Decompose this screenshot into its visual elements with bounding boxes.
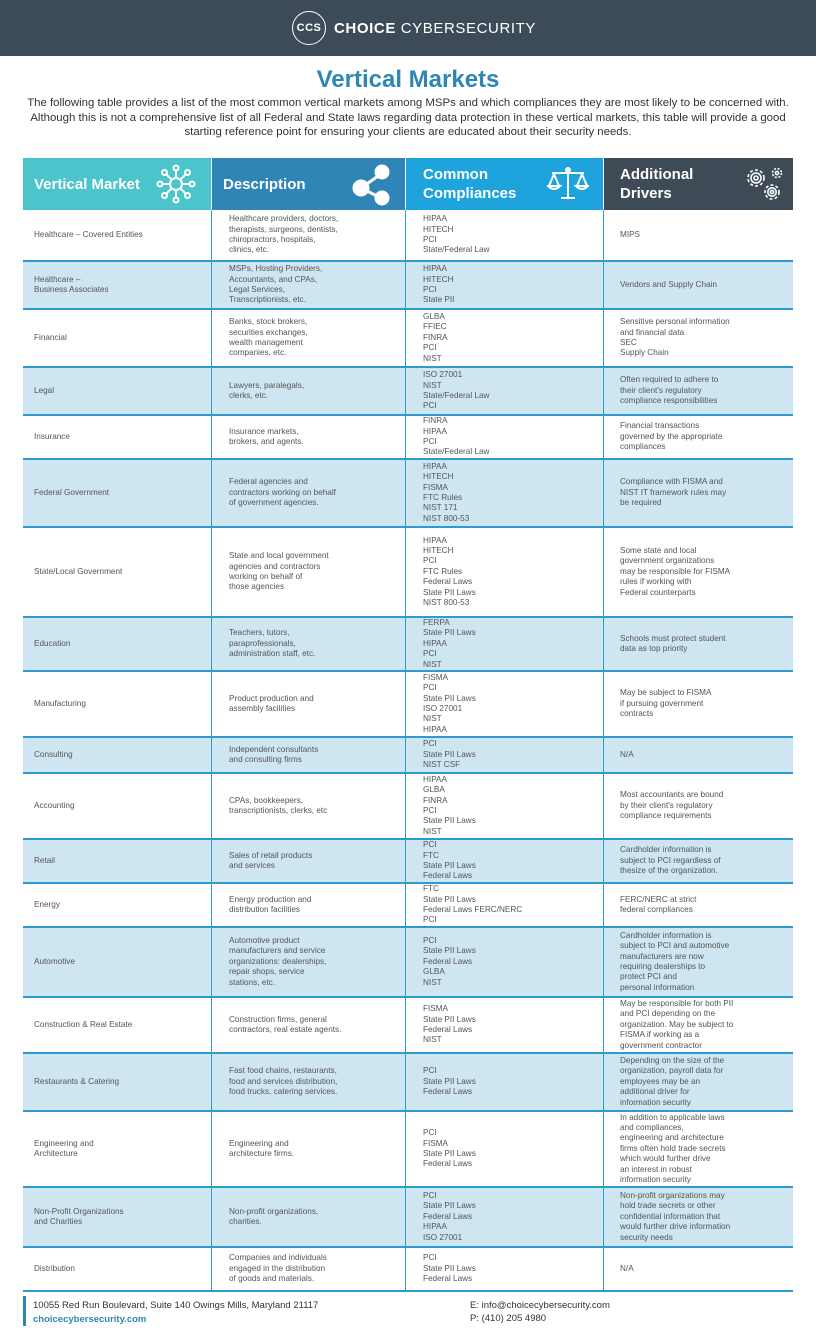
cell-common-compliances: HIPAA GLBA FINRA PCI State PII Laws NIST — [406, 774, 604, 838]
table-header — [23, 158, 793, 210]
cell-vertical-market: Distribution — [23, 1248, 212, 1290]
cell-additional-drivers: In addition to applicable laws and compliances, engineering and architecture firms often hold trade secrets which would further drive an interest in robust information security — [620, 1112, 726, 1185]
cell-additional-drivers: May be subject to FISMA if pursuing government contracts — [620, 688, 712, 719]
cell-description: Product production and assembly facilities — [212, 672, 406, 736]
cell-vertical-market: Federal Government — [23, 460, 212, 526]
header-common-compliances — [406, 158, 604, 210]
header-additional-drivers — [604, 158, 793, 210]
footer-email[interactable]: E: info@choicecybersecurity.com — [470, 1300, 610, 1311]
footer — [23, 1296, 793, 1326]
cell-vertical-market: Retail — [23, 840, 212, 882]
cell-common-compliances: HIPAA HITECH PCI FTC Rules Federal Laws State PII Laws NIST 800-53 — [406, 528, 604, 616]
header-label: Vertical Market — [34, 175, 140, 193]
cell-description: Companies and individuals engaged in the distribution of goods and materials. — [212, 1248, 406, 1290]
cell-additional-drivers: Vendors and Supply Chain — [620, 279, 717, 289]
table-row — [23, 928, 793, 998]
cell-additional-drivers: Non-profit organizations may hold trade secrets or other confidential information that would further drive information security needs — [620, 1190, 731, 1242]
cell-description: Independent consultants and consulting firms — [212, 738, 406, 772]
table-row — [23, 738, 793, 774]
cell-description: Engineering and architecture firms. — [212, 1112, 406, 1186]
cell-common-compliances: FISMA State PII Laws Federal Laws NIST — [406, 998, 604, 1052]
cell-additional-drivers: Sensitive personal information and financial data SEC Supply Chain — [620, 317, 730, 358]
table-row — [23, 1054, 793, 1112]
cell-vertical-market: Consulting — [23, 738, 212, 772]
table-row — [23, 528, 793, 618]
table-row — [23, 1188, 793, 1248]
table-row — [23, 884, 793, 928]
cell-description: Fast food chains, restaurants, food and services distribution, food trucks, catering services. — [212, 1054, 406, 1110]
cell-vertical-market: Manufacturing — [23, 672, 212, 736]
footer-website-link[interactable]: choicecybersecurity.com — [33, 1314, 147, 1325]
cell-additional-drivers: N/A — [620, 1263, 634, 1273]
cell-additional-drivers: FERC/NERC at strict federal compliances — [620, 894, 697, 914]
cell-vertical-market: Restaurants & Catering — [23, 1054, 212, 1110]
cell-additional-drivers: Schools must protect student data as top priority — [620, 633, 726, 653]
cell-additional-drivers: Some state and local government organizations may be responsible for FISMA rules if working with Federal counterparts — [620, 545, 731, 597]
cell-additional-drivers: Most accountants are bound by their client's regulatory compliance requirements — [620, 790, 724, 821]
brand-name-bold: CHOICE — [334, 19, 396, 37]
cell-common-compliances: PCI State PII Laws Federal Laws — [406, 1054, 604, 1110]
table-row — [23, 998, 793, 1054]
cell-description: Banks, stock brokers, securities exchanges, wealth management companies, etc. — [212, 310, 406, 366]
cell-description: Federal agencies and contractors working on behalf of government agencies. — [212, 460, 406, 526]
page-title: Vertical Markets — [316, 66, 500, 93]
cell-vertical-market: Energy — [23, 884, 212, 926]
cell-common-compliances: PCI FISMA State PII Laws Federal Laws — [406, 1112, 604, 1186]
cell-common-compliances: PCI State PII Laws Federal Laws HIPAA ISO 27001 — [406, 1188, 604, 1246]
cell-vertical-market: Healthcare – Business Associates — [23, 262, 212, 308]
table-body — [23, 210, 793, 1292]
network-icon — [155, 163, 197, 205]
cell-additional-drivers: Often required to adhere to their client's regulatory compliance responsibilities — [620, 375, 719, 406]
cell-common-compliances: HIPAA HITECH PCI State/Federal Law — [406, 210, 604, 260]
header-label: Common Compliances — [423, 166, 517, 202]
cell-vertical-market: Automotive — [23, 928, 212, 996]
footer-phone[interactable]: P: (410) 205 4980 — [470, 1313, 547, 1324]
cell-additional-drivers: May be responsible for both PII and PCI depending on the organization. May be subject to FISMA if working as a government contractor — [620, 998, 734, 1050]
cell-additional-drivers: Financial transactions governed by the appropriate compliances — [620, 421, 723, 452]
cell-description: Energy production and distribution facilities — [212, 884, 406, 926]
cell-common-compliances: PCI State PII Laws NIST CSF — [406, 738, 604, 772]
cell-vertical-market: Non-Profit Organizations and Charities — [23, 1188, 212, 1246]
cell-common-compliances: PCI State PII Laws Federal Laws — [406, 1248, 604, 1290]
table-row — [23, 1112, 793, 1188]
cell-additional-drivers: Depending on the size of the organization, payroll data for employees may be an additional driver for information security — [620, 1055, 725, 1107]
cell-vertical-market: Legal — [23, 368, 212, 414]
cell-common-compliances: FISMA PCI State PII Laws ISO 27001 NIST HIPAA — [406, 672, 604, 736]
cell-additional-drivers: N/A — [620, 749, 634, 759]
table-row — [23, 840, 793, 884]
gears-icon — [741, 162, 787, 206]
intro-paragraph: The following table provides a list of the most common vertical markets among MSPs and which compliances they are most likely to be concerned with. Although this is not a comprehensive list of all Federal and State laws regarding data protection in these vertical markets, this table will provide a good starting reference point for ensuring your clients are educated about their security needs. — [27, 97, 789, 138]
cell-vertical-market: Education — [23, 618, 212, 670]
cell-common-compliances: GLBA FFIEC FINRA PCI NIST — [406, 310, 604, 366]
header-description — [212, 158, 406, 210]
cell-common-compliances: FERPA State PII Laws HIPAA PCI NIST — [406, 618, 604, 670]
cell-vertical-market: State/Local Government — [23, 528, 212, 616]
cell-vertical-market: Healthcare – Covered Entities — [23, 210, 212, 260]
header-label: Additional Drivers — [620, 166, 694, 202]
cell-description: Sales of retail products and services — [212, 840, 406, 882]
header-vertical-market — [23, 158, 212, 210]
cell-common-compliances: FINRA HIPAA PCI State/Federal Law — [406, 416, 604, 458]
share-icon — [349, 162, 393, 206]
cell-vertical-market: Financial — [23, 310, 212, 366]
table-row — [23, 460, 793, 528]
table-row — [23, 774, 793, 840]
header-label: Description — [223, 175, 306, 193]
cell-description: Insurance markets, brokers, and agents. — [212, 416, 406, 458]
table-row — [23, 310, 793, 368]
brand-logo[interactable] — [292, 11, 536, 45]
cell-description: CPAs, bookkeepers, transcriptionists, clerks, etc — [212, 774, 406, 838]
top-bar — [0, 0, 816, 56]
cell-description: Lawyers, paralegals, clerks, etc. — [212, 368, 406, 414]
cell-description: Non-profit organizations, charities. — [212, 1188, 406, 1246]
logo-mark: CCS — [292, 11, 326, 45]
cell-additional-drivers: MIPS — [620, 229, 641, 239]
cell-description: State and local government agencies and contractors working on behalf of those agencies — [212, 528, 406, 616]
table-row — [23, 618, 793, 672]
brand-name — [334, 20, 536, 37]
cell-common-compliances: FTC State PII Laws Federal Laws FERC/NERC PCI — [406, 884, 604, 926]
cell-additional-drivers: Cardholder information is subject to PCI regardless of thesize of the organization. — [620, 845, 721, 876]
cell-additional-drivers: Compliance with FISMA and NIST IT framework rules may be required — [620, 477, 727, 508]
footer-accent-bar — [23, 1296, 26, 1326]
cell-description: Construction firms, general contractors, real estate agents. — [212, 998, 406, 1052]
cell-description: MSPs, Hosting Providers, Accountants, and CPAs, Legal Services, Transcriptionists, etc. — [212, 262, 406, 308]
table-row — [23, 416, 793, 460]
table-row — [23, 1248, 793, 1292]
cell-description: Automotive product manufacturers and service organizations: dealerships, repair shops, service stations, etc. — [212, 928, 406, 996]
cell-description: Healthcare providers, doctors, therapists, surgeons, dentists, chiropractors, hospitals, clinics, etc. — [212, 210, 406, 260]
cell-common-compliances: PCI FTC State PII Laws Federal Laws — [406, 840, 604, 882]
cell-common-compliances: HIPAA HITECH FISMA FTC Rules NIST 171 NIST 800-53 — [406, 460, 604, 526]
cell-vertical-market: Accounting — [23, 774, 212, 838]
cell-common-compliances: PCI State PII Laws Federal Laws GLBA NIST — [406, 928, 604, 996]
vertical-markets-table — [23, 158, 793, 1292]
brand-name-light: CYBERSECURITY — [400, 19, 537, 37]
cell-vertical-market: Engineering and Architecture — [23, 1112, 212, 1186]
table-row — [23, 672, 793, 738]
cell-additional-drivers: Cardholder information is subject to PCI and automotive manufacturers are now requiring dealerships to protect PCI and personal information — [620, 930, 730, 992]
scales-icon — [547, 165, 589, 203]
cell-vertical-market: Construction & Real Estate — [23, 998, 212, 1052]
cell-description: Teachers, tutors, paraprofessionals, administration staff, etc. — [212, 618, 406, 670]
cell-vertical-market: Insurance — [23, 416, 212, 458]
footer-address: 10055 Red Run Boulevard, Suite 140 Owings Mills, Maryland 21117 — [33, 1300, 319, 1311]
table-row — [23, 368, 793, 416]
table-row — [23, 210, 793, 262]
cell-common-compliances: HIPAA HITECH PCI State PII — [406, 262, 604, 308]
cell-common-compliances: ISO 27001 NIST State/Federal Law PCI — [406, 368, 604, 414]
table-row — [23, 262, 793, 310]
